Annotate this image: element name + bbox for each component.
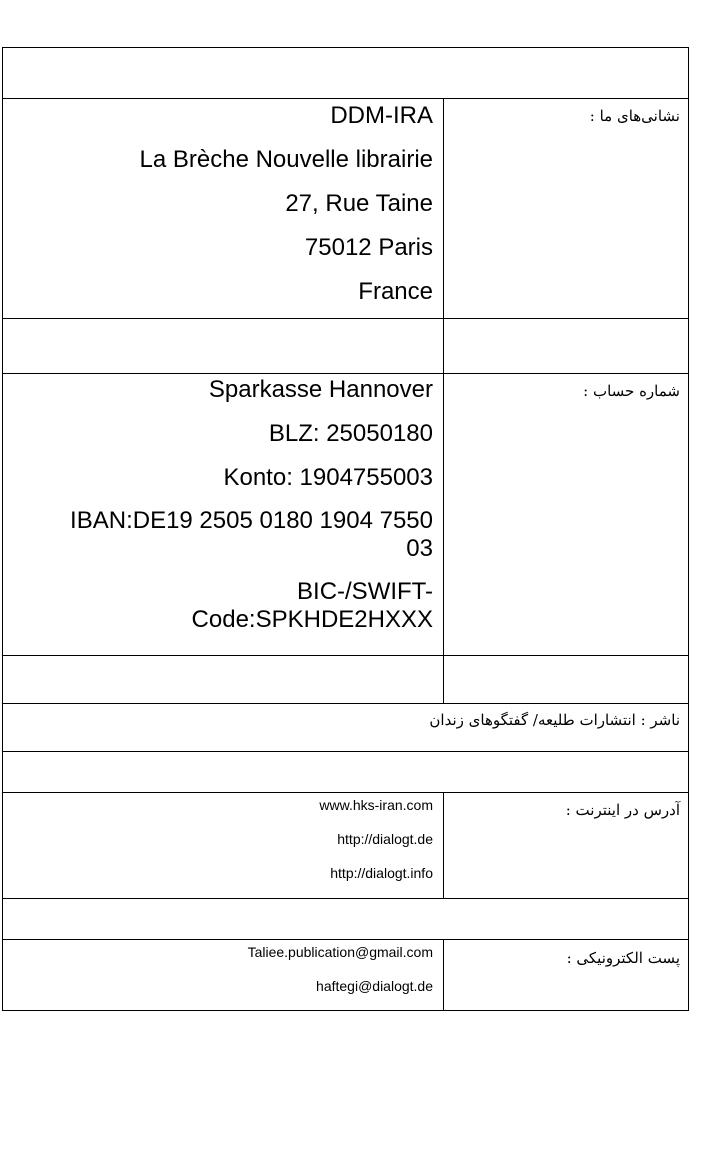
email-label: پست الکترونیکی :: [566, 949, 680, 967]
empty-row: [2, 899, 689, 940]
email-block: [3, 940, 444, 1010]
address-line: 75012 Paris: [304, 234, 433, 261]
email-row: [2, 940, 689, 1011]
account-block: [3, 374, 444, 655]
bic-line: Code:SPKHDE2HXXX: [191, 606, 433, 633]
internet-row: [2, 793, 689, 899]
address-row: [2, 99, 689, 319]
bank-name: Sparkasse Hannover: [208, 376, 433, 403]
publisher-row: [2, 704, 689, 752]
empty-row: [2, 47, 689, 99]
empty-row: [2, 752, 689, 793]
iban-line: 03: [406, 535, 433, 562]
bic-line: BIC-/SWIFT-: [297, 578, 433, 605]
internet-label: آدرس در اینترنت :: [565, 801, 680, 819]
email-link[interactable]: Taliee.publication@gmail.com: [247, 944, 433, 960]
empty-row: [2, 319, 689, 374]
address-line: 27, Rue Taine: [285, 190, 433, 217]
website-link[interactable]: http://dialogt.de: [337, 831, 433, 847]
konto: Konto: 1904755003: [223, 464, 433, 491]
website-link[interactable]: http://dialogt.info: [330, 865, 433, 881]
account-label: شماره حساب :: [583, 382, 680, 400]
links-block: [3, 793, 444, 898]
address-block: [3, 99, 444, 318]
blz: BLZ: 25050180: [268, 420, 433, 447]
iban-line: IBAN:DE19 2505 0180 1904 7550: [70, 507, 433, 534]
publisher-text: ناشر : انتشارات طلیعه/ گفتگوهای زندان: [429, 711, 680, 729]
empty-row: [2, 656, 689, 704]
address-line: France: [358, 278, 433, 305]
email-link[interactable]: haftegi@dialogt.de: [316, 978, 433, 994]
contact-table: [2, 47, 689, 1011]
account-row: [2, 374, 689, 656]
address-line: La Brèche Nouvelle librairie: [139, 146, 433, 173]
website-link[interactable]: www.hks-iran.com: [319, 797, 433, 813]
address-line: DDM-IRA: [330, 102, 433, 129]
address-label: نشانی‌های ما :: [589, 107, 680, 125]
